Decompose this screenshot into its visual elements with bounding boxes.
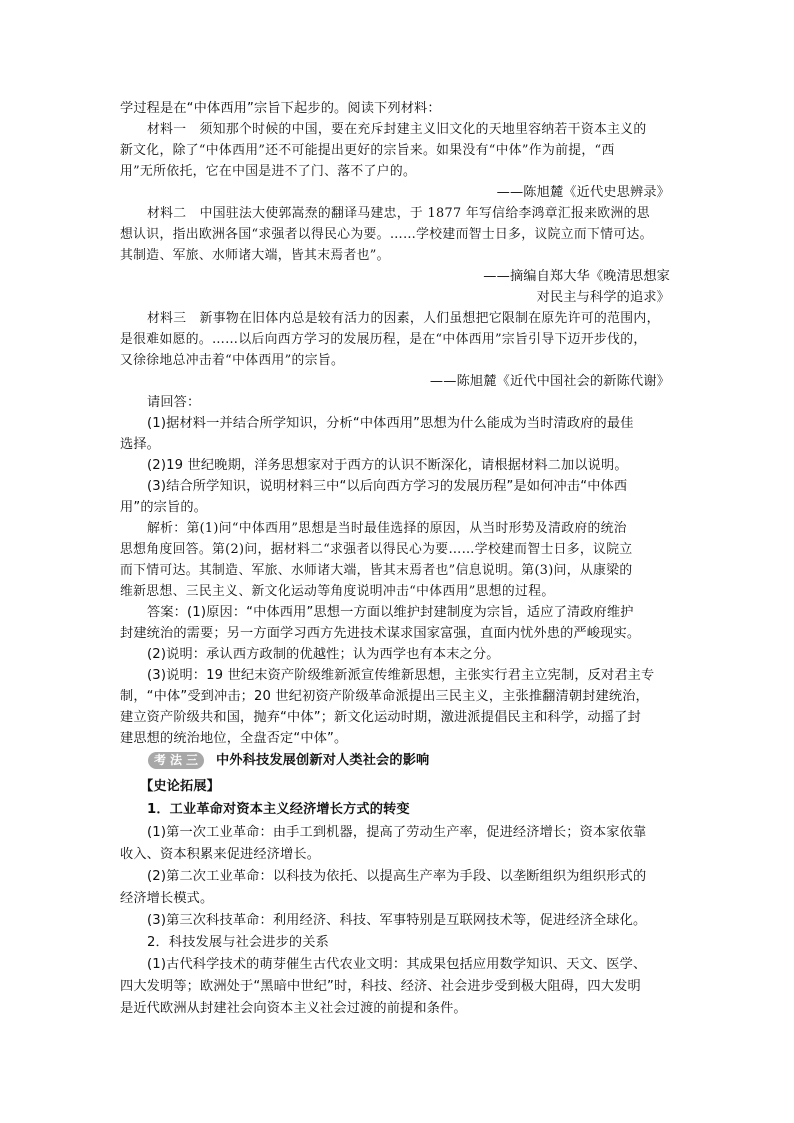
answer-line: (2)说明：承认西方政制的优越性；认为西学也有本末之分。 (147, 647, 500, 662)
material3-line: 是很难如愿的。……以后向西方学习的发展历程，是在“中体西用”宗旨引导下迈开步伐的， (120, 332, 647, 347)
analysis-line: 而下情可达。其制造、军旅、水师诸大端，皆其末焉者也”信息说明。第(3)问，从康梁的 (120, 563, 633, 578)
expansion-heading: 1．工业革命对资本主义经济增长方式的转变 (147, 802, 410, 817)
answer-line: 建思想的统治地位，全盘否定“中体”。 (120, 731, 348, 746)
expansion-line: 是近代欧洲从封建社会向资本主义社会过渡的前提和条件。 (120, 1001, 467, 1016)
material1-line: 新文化，除了“中体西用”还不可能提出更好的宗旨来。如果没有“中体”作为前提，“西 (120, 143, 615, 158)
section-badge-char: 法 (170, 753, 183, 767)
expansion-line: (2)第二次工业革命：以科技为依托、以提高生产率为手段、以垄断组织为组织形式的 (147, 869, 647, 884)
material1-line: 材料一 须知那个时候的中国，要在充斥封建主义旧文化的天地里容纳若干资本主义的 (147, 122, 647, 137)
material2-line: 材料二 中国驻法大使郭嵩焘的翻译马建忠，于 1877 年写信给李鸿章汇报来欧洲的思 (147, 206, 650, 221)
expansion-line: 经济增长模式。 (120, 891, 214, 906)
expansion-line: (3)第三次科技革命：利用经济、科技、军事特别是互联网技术等，促进经济全球化。 (147, 913, 647, 928)
section-badge (148, 752, 204, 769)
section-badge-char: 三 (186, 753, 199, 767)
question-intro: 请回答： (147, 395, 201, 410)
expansion-heading: 2．科技发展与社会进步的关系 (147, 935, 329, 950)
expansion-line: 收入、资本积累来促进经济增长。 (120, 847, 321, 862)
question-line: (3)结合所学知识，说明材料三中“以后向西方学习的发展历程”是如何冲击“中体西 (147, 479, 628, 494)
intro-text: 学过程是在“中体西用”宗旨下起步的。阅读下列材料： (120, 101, 441, 116)
answer-line: (3)说明：19 世纪末资产阶级维新派宣传维新思想，主张实行君主立宪制，反对君主专 (147, 668, 655, 683)
section-title: 中外科技发展创新对人类社会的影响 (216, 753, 430, 768)
analysis-line: 维新思想、三民主义、新文化运动等角度说明冲击“中体西用”思想的过程。 (120, 584, 555, 599)
expansion-line: (1)古代科学技术的萌芽催生古代农业文明：其成果包括应用数学知识、天文、医学、 (147, 957, 647, 972)
material2-source: ——摘编自郑大华《晚清思想家 (483, 269, 670, 284)
expansion-line: (1)第一次工业革命：由手工到机器，提高了劳动生产率，促进经济增长；资本家依靠 (147, 825, 647, 840)
answer-line: 答案：(1)原因：“中体西用”思想一方面以维护封建制度为宗旨，适应了清政府维护 (147, 605, 634, 620)
question-line: 用”的宗旨的。 (120, 500, 208, 515)
analysis-line: 解析：第(1)问“中体西用”思想是当时最佳选择的原因，从当时形势及清政府的统治 (147, 521, 627, 536)
answer-line: 制，“中体”受到冲击；20 世纪初资产阶级革命派提出三民主义，主张推翻清朝封建统治， (120, 689, 649, 704)
expansion-header: 【史论拓展】 (140, 779, 221, 794)
answer-line: 建立资产阶级共和国，抛弃“中体”；新文化运动时期，激进派提倡民主和科学，动摇了封 (120, 710, 641, 725)
material1-line: 用”无所依托，它在中国是进不了门、落不了户的。 (120, 164, 417, 179)
question-line: (2)19 世纪晚期，洋务思想家对于西方的认识不断深化，请根据材料二加以说明。 (147, 458, 628, 473)
question-line: (1)据材料一并结合所学知识，分析“中体西用”思想为什么能成为当时清政府的最佳 (147, 416, 634, 431)
analysis-line: 思想角度回答。第(2)问，据材料二“求强者以得民心为要……学校建而智士日多，议院立 (120, 542, 633, 557)
material3-line: 材料三 新事物在旧体内总是较有活力的因素，人们虽想把它限制在原先许可的范围内， (147, 311, 660, 326)
expansion-line: 四大发明等；欧洲处于“黑暗中世纪”时，科技、经济、社会进步受到极大阻碍，四大发明 (120, 979, 641, 994)
material1-source: ——陈旭麓《近代史思辨录》 (496, 185, 670, 200)
answer-line: 封建统治的需要；另一方面学习西方先进技术谋求国家富强，直面内忧外患的严峻现实。 (120, 626, 641, 641)
section-badge-char: 考 (154, 753, 167, 767)
material3-source: ——陈旭麓《近代中国社会的新陈代谢》 (429, 374, 670, 389)
material2-source: 对民主与科学的追求》 (536, 290, 670, 305)
question-line: 选择。 (120, 437, 161, 452)
material3-line: 又徐徐地总冲击着“中体西用”的宗旨。 (120, 353, 345, 368)
material2-line: 想认识，指出欧洲各国“求强者以得民心为要。……学校建而智士日多，议院立而下情可达。 (120, 227, 653, 242)
material2-line: 其制造、军旅、水师诸大端，皆其末焉者也”。 (120, 248, 390, 263)
